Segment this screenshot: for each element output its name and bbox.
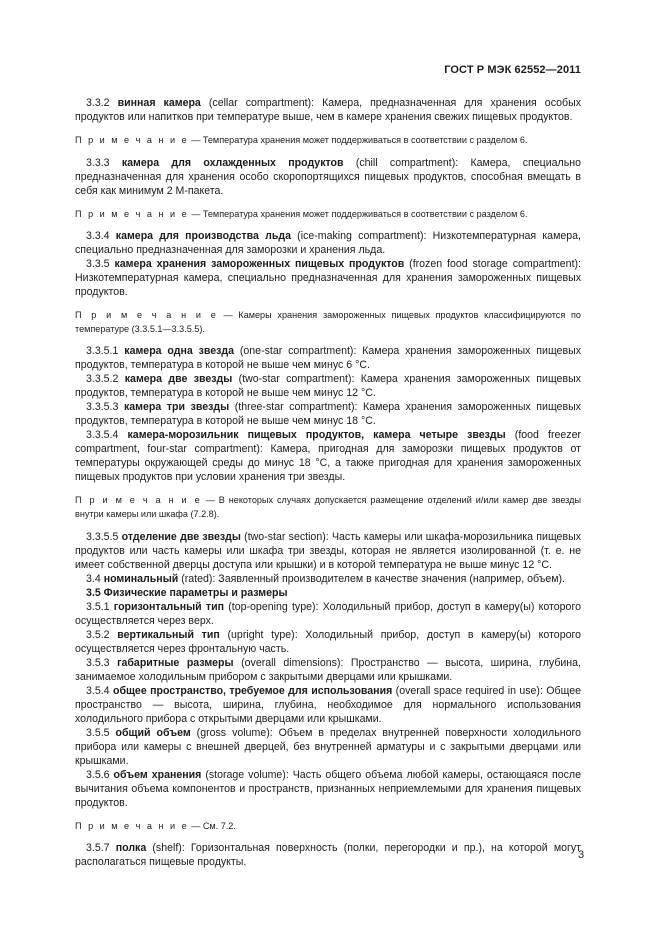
definition-paragraph (75, 229, 581, 257)
section-heading: 3.5 Физические параметры и размеры (86, 586, 288, 599)
note-text: — В некоторых случаях допускается размещение отделений и/или камер две звезды внутри камеры или шкафа (7.2.8). (75, 495, 581, 519)
clause-number: 3.5.5 (86, 726, 110, 739)
definition-text: (rated): Заявленный производителем в качестве значения (например, объем). (178, 572, 565, 585)
definition-text: (three-star compartment): Камера хранения замороженных пищевых продуктов, температура в которой не выше чем минус 18 °С. (75, 401, 581, 428)
note-label: П р и м е ч а н и е (75, 208, 189, 219)
term: камера-морозильник пищевых продуктов, камера четыре звезды (127, 429, 506, 442)
definition-paragraph (75, 96, 581, 124)
definition-paragraph (75, 344, 581, 372)
page-number: 3 (578, 849, 585, 861)
clause-number: 3.3.5.4 (86, 429, 119, 442)
term: винная камера (117, 97, 201, 109)
definition-text: (gross volume): Объем в пределах внутренней поверхности холодильного прибора или камеры с внешней дверцей, без внутренней арматуры и с закрытыми дверцами или крышками. (75, 726, 581, 767)
definition-text: (overall space required in use): Общее пространство — высота, ширина, глубина, необходимое для нормального использования холодильного прибора с открытыми дверцами или крышками. (75, 684, 581, 725)
definition-paragraph (75, 530, 581, 572)
definition-paragraph (75, 400, 581, 428)
clause-number: 3.5.2 (86, 628, 110, 641)
term: камера одна звезда (124, 345, 235, 358)
definition-paragraph (75, 372, 581, 400)
note-text: — Камеры хранения замороженных пищевых продуктов классифицируются по температуре (3.3.5.1—3.3.5.5). (75, 310, 581, 334)
definition-paragraph (75, 628, 581, 656)
term: номинальный (103, 572, 179, 585)
definition-text: (one-star compartment): Камера хранения замороженных пищевых продуктов, температура в которой не выше чем минус 6 °С. (75, 345, 581, 372)
definition-paragraph (75, 257, 581, 299)
term: вертикальный тип (117, 628, 220, 641)
definition-text: (shelf): Горизонтальная поверхность (полки, перегородки и пр.), на которой могут располагаться пищевые продукты. (75, 842, 582, 869)
term: камера две звезды (124, 373, 233, 386)
clause-number: 3.3.5.2 (86, 373, 119, 386)
clause-number: 3.3.5.1 (86, 345, 119, 358)
clause-number: 3.3.5.5 (86, 530, 119, 543)
definition-paragraph (75, 656, 581, 684)
note-text: — См. 7.2. (188, 820, 236, 831)
definition-paragraph (75, 600, 581, 628)
definition-text: (storage volume): Часть общего объема любой камеры, остающаяся после вычитания объема компонентов и пространств, признанных неприемлемыми для хранения пищевых продуктов. (75, 768, 581, 809)
note-text: — Температура хранения может поддерживаться в соответствии с разделом 6. (188, 135, 528, 145)
term: камера для производства льда (115, 230, 291, 243)
clause-number: 3.5.7 (86, 842, 110, 855)
note (75, 208, 581, 222)
term: габаритные размеры (117, 656, 234, 669)
note (75, 309, 581, 336)
note (75, 134, 581, 148)
definition-text: (food freezer compartment, four-star compartment): Камера, пригодная для заморозки пищевых продуктов от температуры окружающей среды до минус 18 °С, а также пригодная для хранения замороженных пищевых продуктов при условии хранения три звезды. (75, 429, 581, 484)
note-label: П р и м е ч а н и е (75, 310, 218, 321)
definition-paragraph (75, 428, 581, 484)
definition-paragraph (75, 726, 581, 768)
clause-number: 3.3.5.3 (86, 401, 119, 414)
definition-paragraph (75, 841, 581, 869)
clause-number: 3.3.4 (86, 230, 110, 243)
note (75, 820, 581, 834)
term: камера для охлажденных продуктов (121, 156, 344, 169)
term: горизонтальный тип (113, 600, 225, 613)
term: объем хранения (113, 768, 202, 781)
definition-text: (ice-making compartment): Низкотемпературная камера, специально предназначенная для заморозки и хранения льда. (75, 230, 581, 257)
note-label: П р и м е ч а н и е (75, 135, 189, 145)
clause-number: 3.5.6 (86, 768, 110, 781)
definition-text: (cellar compartment): Камера, предназначенная для хранения особых продуктов или напитков при температуре выше, чем в камере хранения свежих пищевых продуктов. (75, 97, 581, 123)
document-body (75, 96, 581, 869)
clause-number: 3.5.1 (86, 600, 110, 613)
document-code-header: ГОСТ Р МЭК 62552—2011 (444, 64, 581, 76)
definition-paragraph (75, 156, 581, 198)
note-text: — Температура хранения может поддерживаться в соответствии с разделом 6. (188, 208, 528, 219)
definition-text: (upright type): Холодильный прибор, доступ в камеру(ы) которого осуществляется через фронтальную часть. (75, 628, 582, 655)
definition-text: (two-star compartment): Камера хранения замороженных пищевых продуктов, температура в которой не выше чем минус 12 °С. (75, 373, 581, 400)
term: камера три звезды (123, 401, 230, 414)
clause-number: 3.5.3 (86, 656, 110, 669)
term: отделение две звезды (121, 530, 241, 543)
note-label: П р и м е ч а н и е (75, 820, 189, 831)
clause-number: 3.5.4 (86, 684, 110, 697)
term: общий объем (115, 726, 191, 739)
clause-number: 3.3.5 (86, 258, 110, 271)
term: полка (115, 842, 147, 855)
definition-text: (overall dimensions): Пространство — высота, ширина, глубина, занимаемое холодильным прибором с закрытыми дверцами или крышками. (75, 656, 581, 683)
term: общее пространство, требуемое для использования (112, 684, 393, 697)
definition-text: (frozen food storage compartment): Низкотемпературная камера, специально предназначенная для хранения замороженных пищевых продуктов. (75, 258, 581, 299)
definition-paragraph (75, 572, 581, 586)
definition-text: (top-opening type): Холодильный прибор, доступ в камеру(ы) которого осуществляется через верх. (75, 600, 581, 627)
note (75, 494, 581, 521)
clause-number: 3.3.2 (86, 97, 110, 109)
clause-number: 3.3.3 (86, 156, 110, 169)
term: камера хранения замороженных пищевых продуктов (114, 258, 405, 271)
definition-paragraph (75, 684, 581, 726)
definition-text: (chill compartment): Камера, специально предназначенная для хранения особо скоропортящихся пищевых продуктов, способная вмещать в себя как минимум 2 М-пакета. (75, 156, 581, 197)
definition-paragraph (75, 768, 581, 810)
note-label: П р и м е ч а н и е (75, 495, 202, 506)
clause-number: 3.4 (86, 572, 101, 585)
definition-text: (two-star section): Часть камеры или шкафа-морозильника пищевых продуктов или часть камеры или шкафа три звезды, которая не является изолированной (т. е. не имеет собственной дверцы доступа или крышки) и в которой температура не выше минус 12 °С. (75, 530, 581, 571)
